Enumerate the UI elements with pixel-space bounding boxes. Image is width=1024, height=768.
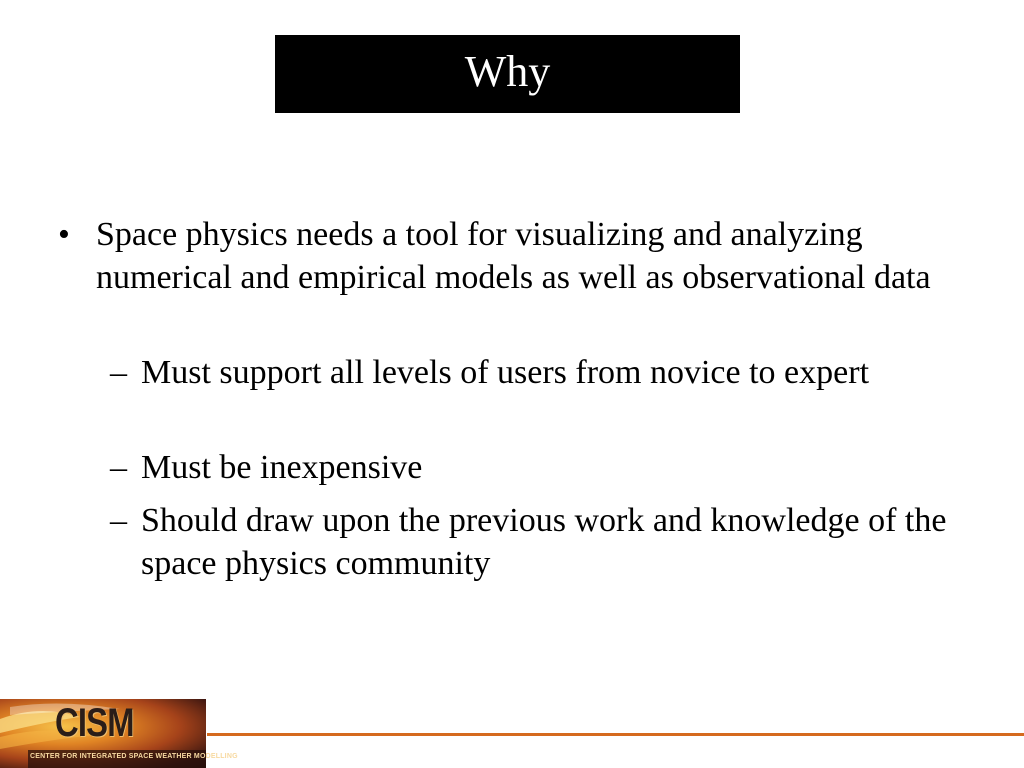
dash-icon: – <box>110 502 127 539</box>
footer-divider <box>207 733 1024 736</box>
main-bullet-text: Space physics needs a tool for visualizing and analyzing numerical and empirical models as well as observational data <box>96 216 931 296</box>
logo-title: CISM <box>55 701 134 745</box>
sub-bullet-text: Must be inexpensive <box>141 449 423 486</box>
cism-logo <box>0 699 238 768</box>
sub-bullet-text: Must support all levels of users from novice to expert <box>141 354 870 391</box>
dash-icon: – <box>110 354 127 391</box>
logo-subtitle: CENTER FOR INTEGRATED SPACE WEATHER MODELLING <box>30 753 238 760</box>
sub-bullet-text: Should draw upon the previous work and knowledge of the space physics community <box>141 502 947 582</box>
bullet-icon: • <box>58 216 70 253</box>
dash-icon: – <box>110 449 127 486</box>
slide-title: Why <box>464 47 551 96</box>
